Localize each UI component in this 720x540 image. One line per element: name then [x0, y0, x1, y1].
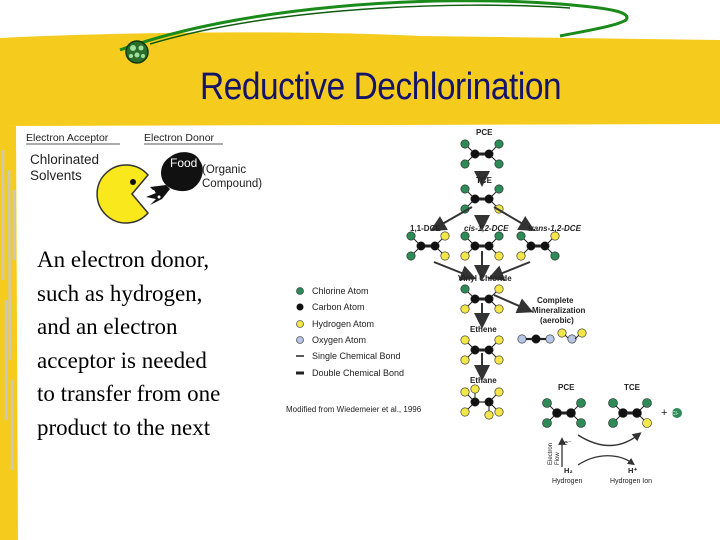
food-label: Food — [170, 156, 198, 170]
chlorine-atom-icon — [407, 252, 415, 260]
chlorine-atom-icon — [495, 140, 503, 148]
legend-label: Double Chemical Bond — [312, 368, 405, 378]
hydrogen-ion-label: Hydrogen Ion — [610, 478, 653, 485]
hydrogen-atom-icon — [461, 305, 469, 313]
carbon-atom-icon — [471, 295, 479, 303]
chlorine-atom-icon — [461, 185, 469, 193]
hydrogen-atom-icon — [517, 252, 525, 260]
cl-minus-label: Cl- — [672, 411, 679, 417]
carbon-atom-icon — [567, 409, 576, 418]
reaction-inset — [540, 377, 690, 495]
carbon-atom-icon — [471, 242, 479, 250]
oxygen-atom-icon — [546, 335, 554, 343]
hydrogen-atom-icon — [441, 232, 449, 240]
carbon-atom-icon — [297, 304, 304, 311]
chlorine-atom-icon — [609, 399, 618, 408]
carbon-atom-icon — [485, 346, 493, 354]
ethane-label: Ethane — [470, 376, 497, 385]
hydrogen-atom-icon — [461, 336, 469, 344]
hydrogen-atom-icon — [485, 411, 493, 419]
organic-compound-label: (Organic Compound) — [202, 164, 263, 190]
body-line: product to the next — [37, 414, 211, 440]
electron-label: e⁻ — [564, 440, 572, 447]
carbon-atom-icon — [553, 409, 562, 418]
hydrogen-atom-icon — [578, 329, 586, 337]
chlorine-atom-icon — [577, 419, 586, 428]
slide-title: Reductive Dechlorination — [200, 66, 562, 108]
h2-label: H₂ — [564, 466, 573, 475]
hydrogen-atom-icon — [495, 336, 503, 344]
oxygen-atom-icon — [518, 335, 526, 343]
legend-label: Carbon Atom — [312, 302, 365, 312]
chlorine-atom-icon — [643, 399, 652, 408]
carbon-atom-icon — [633, 409, 642, 418]
chlorine-atom-icon — [543, 419, 552, 428]
complete-mineralization-label: Complete Mineralization (aerobic) — [532, 296, 586, 325]
hydrogen-atom-icon — [495, 285, 503, 293]
reaction-tce-label: TCE — [624, 383, 640, 392]
electron-acceptor-label: Electron Acceptor — [26, 132, 109, 144]
dce-trans-label: trans-1,2-DCE — [528, 224, 581, 233]
chlorine-atom-icon — [495, 185, 503, 193]
carbon-atom-icon — [417, 242, 425, 250]
body-line: to transfer from one — [37, 381, 221, 406]
hydrogen-atom-icon — [551, 232, 559, 240]
carbon-atom-icon — [485, 195, 493, 203]
chlorine-atom-icon — [609, 419, 618, 428]
chlorine-atom-icon — [577, 399, 586, 408]
hydrogen-atom-icon — [495, 408, 503, 416]
hydrogen-atom-icon — [461, 252, 469, 260]
ethene-label: Ethene — [470, 325, 497, 334]
body-paragraph — [37, 243, 272, 444]
chlorine-atom-icon — [461, 160, 469, 168]
oxygen-atom-icon — [568, 335, 576, 343]
pce-label: PCE — [476, 128, 493, 137]
chlorine-atom-icon — [461, 285, 469, 293]
hydrogen-atom-icon — [495, 356, 503, 364]
pacman-panel — [20, 127, 278, 227]
carbon-atom-icon — [485, 242, 493, 250]
dce-11-label: 1,1-DCE — [410, 224, 441, 233]
body-line: and an electron — [37, 314, 178, 339]
oxygen-atom-icon — [297, 337, 304, 344]
hydrogen-atom-icon — [297, 321, 304, 328]
legend-label: Hydrogen Atom — [312, 319, 375, 329]
hydrogen-atom-icon — [495, 252, 503, 260]
chlorine-atom-icon — [551, 252, 559, 260]
hydrogen-label: Hydrogen — [552, 478, 583, 485]
body-line: such as hydrogen, — [37, 280, 203, 306]
chlorine-atom-icon — [297, 288, 304, 295]
plus-label: + — [661, 407, 668, 419]
legend-label: Oxygen Atom — [312, 335, 367, 345]
hydrogen-atom-icon — [461, 356, 469, 364]
reaction-pce-label: PCE — [558, 383, 575, 392]
carbon-atom-icon — [471, 346, 479, 354]
hydrogen-atom-icon — [643, 419, 652, 428]
carbon-atom-icon — [527, 242, 535, 250]
carbon-atom-icon — [471, 150, 479, 158]
hplus-label: H⁺ — [628, 466, 638, 475]
chlorine-atom-icon — [543, 399, 552, 408]
hydrogen-atom-icon — [495, 305, 503, 313]
legend-label: Chlorine Atom — [312, 286, 369, 296]
hydrogen-atom-icon — [471, 385, 479, 393]
carbon-atom-icon — [485, 150, 493, 158]
hydrogen-atom-icon — [495, 388, 503, 396]
chlorine-atom-icon — [407, 232, 415, 240]
chlorine-atom-icon — [495, 232, 503, 240]
electron-donor-label: Electron Donor — [144, 132, 215, 144]
chlorinated-solvents-label: Chlorinated Solvents — [30, 152, 100, 183]
dce-cis-label: cis-1,2-DCE — [464, 224, 509, 233]
hydrogen-atom-icon — [461, 388, 469, 396]
ornament-ball-icon — [126, 41, 148, 63]
chlorine-atom-icon — [461, 232, 469, 240]
tce-label: TCE — [476, 176, 492, 185]
body-line: acceptor is needed — [37, 347, 207, 373]
carbon-atom-icon — [619, 409, 628, 418]
carbon-atom-icon — [532, 335, 540, 343]
citation-label: Modified from Wiedemeier et al., 1996 — [286, 405, 422, 414]
chlorine-atom-icon — [517, 232, 525, 240]
hydrogen-atom-icon — [461, 408, 469, 416]
hydrogen-atom-icon — [441, 252, 449, 260]
legend-label: Single Chemical Bond — [312, 351, 401, 361]
electron-flow-label: ElectronFlow — [548, 442, 561, 465]
chlorine-atom-icon — [495, 160, 503, 168]
carbon-atom-icon — [471, 195, 479, 203]
carbon-atom-icon — [431, 242, 439, 250]
chlorine-atom-icon — [461, 140, 469, 148]
carbon-atom-icon — [485, 295, 493, 303]
vinyl-chloride-label: Vinyl Chloride — [458, 274, 512, 283]
carbon-atom-icon — [541, 242, 549, 250]
hydrogen-atom-icon — [558, 329, 566, 337]
body-line: An electron donor, — [37, 247, 210, 272]
